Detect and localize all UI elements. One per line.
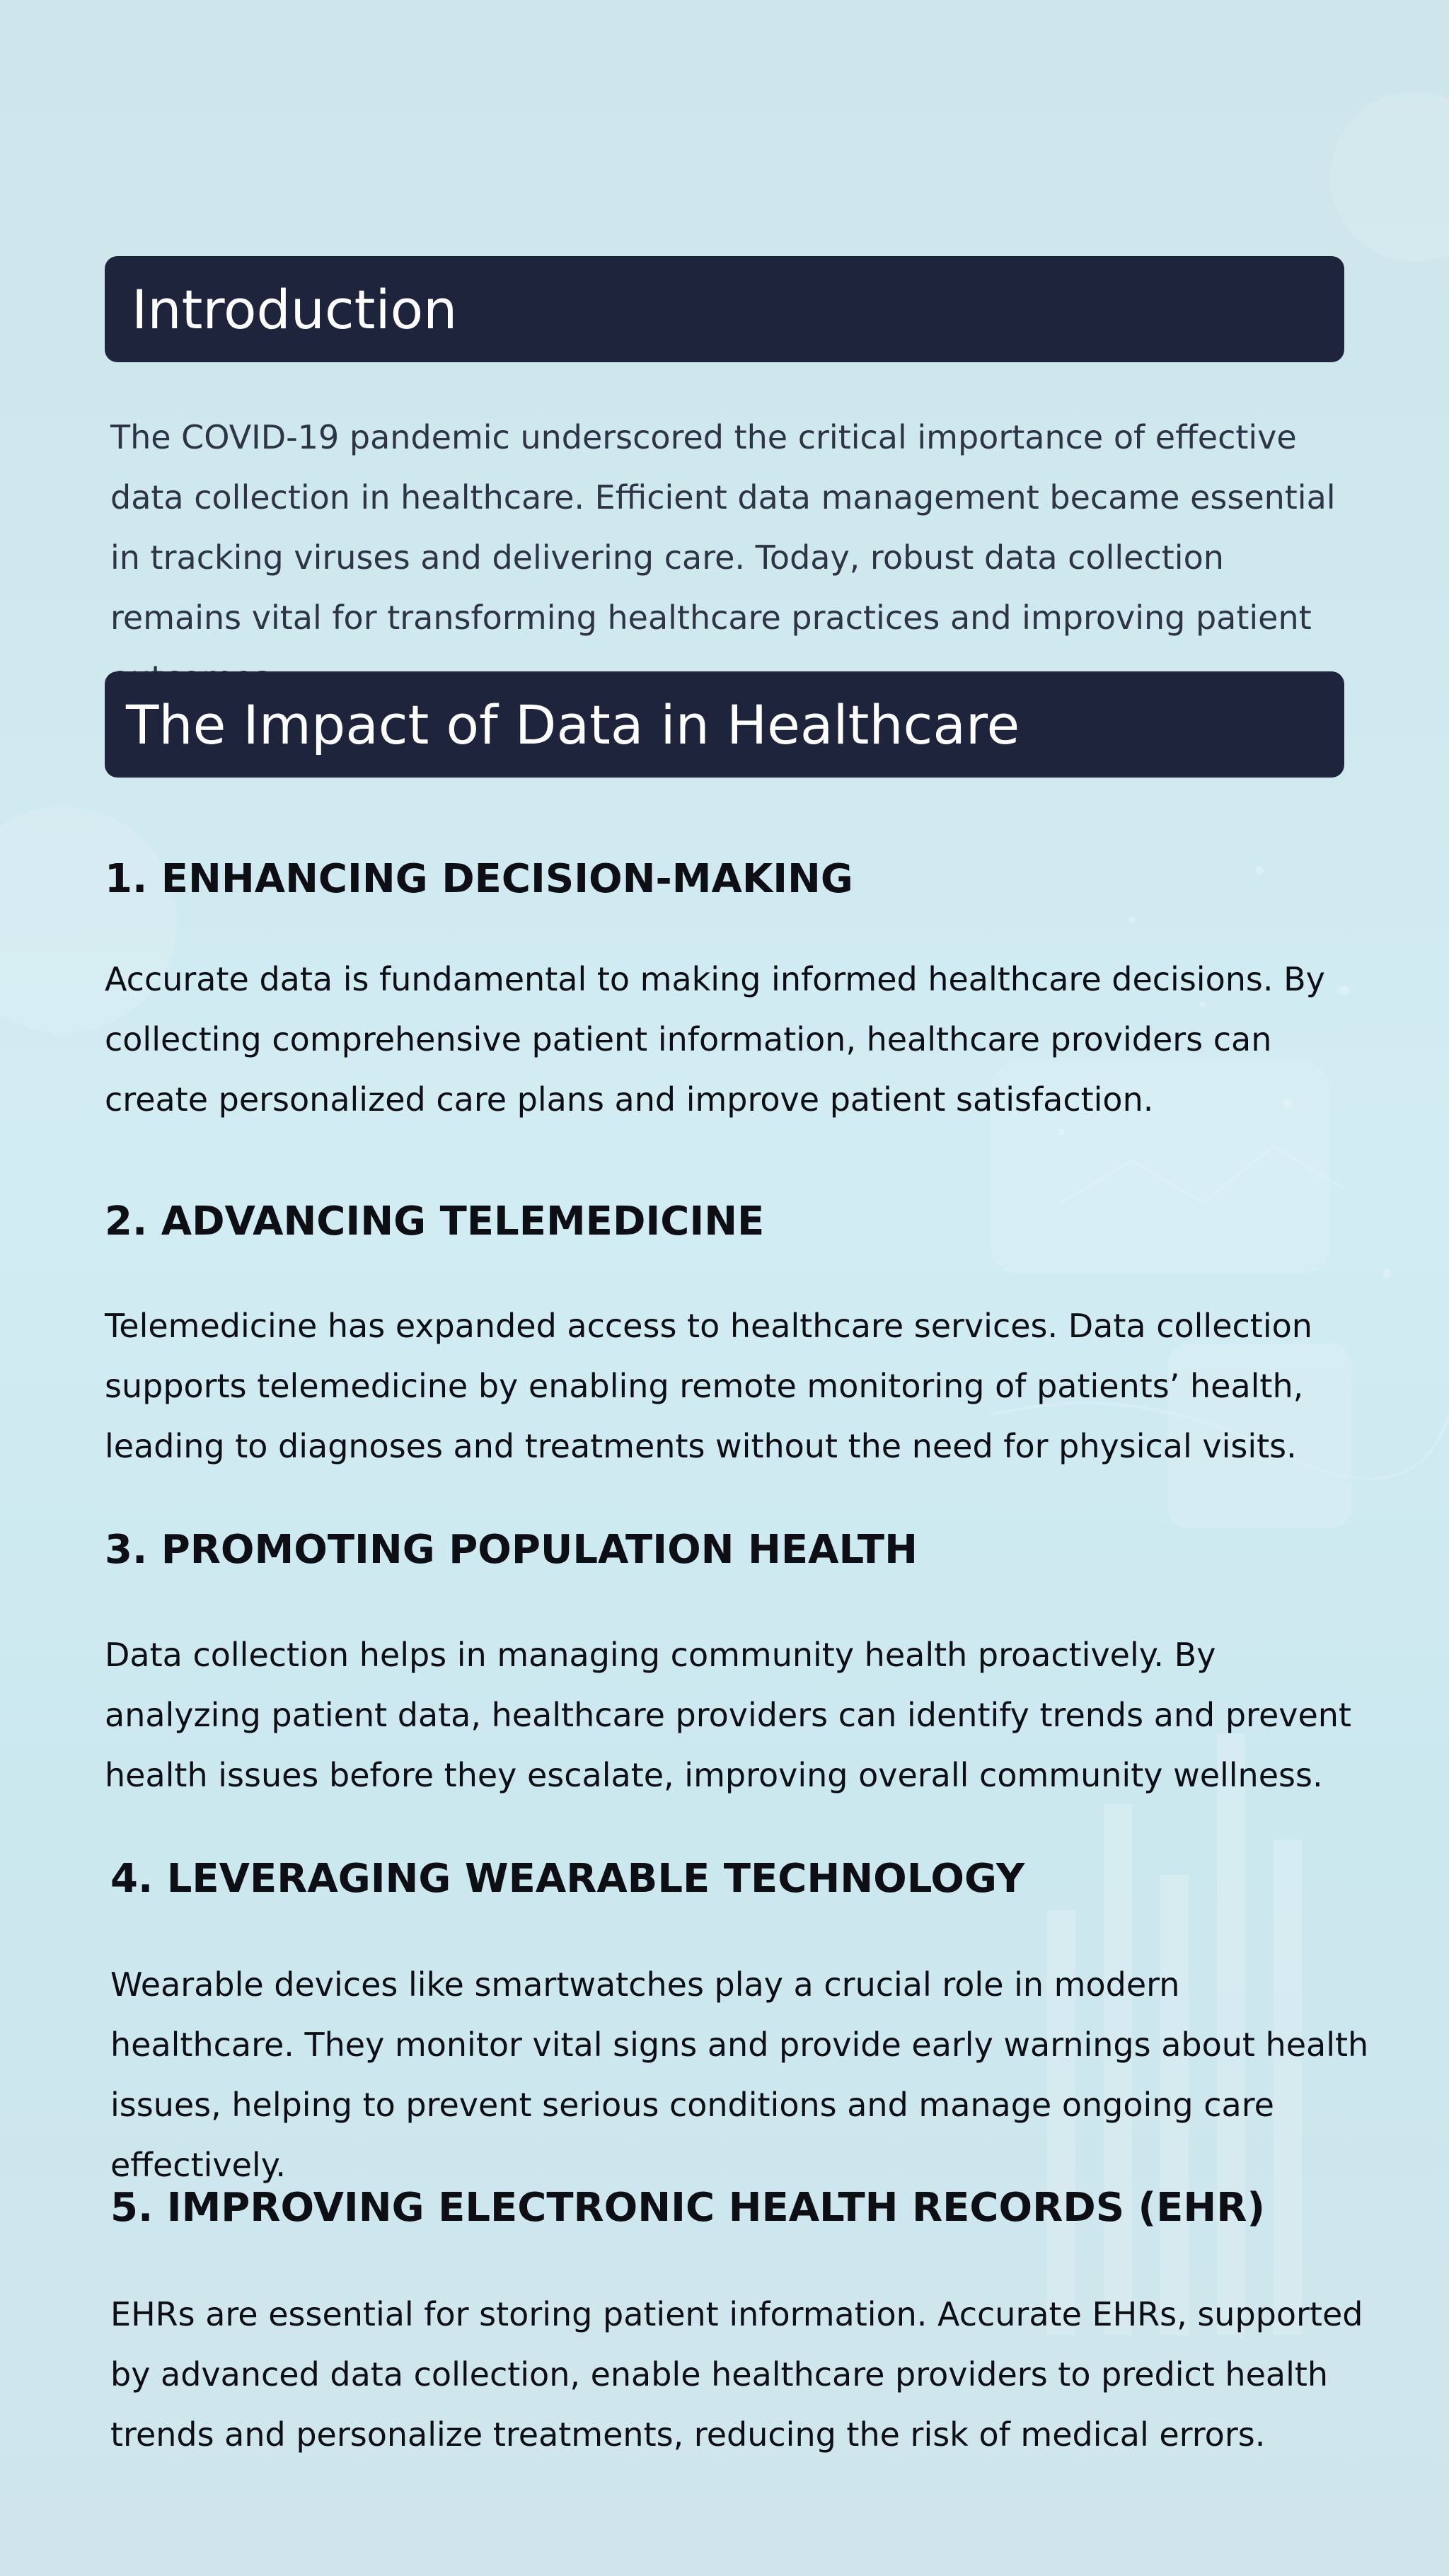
section-body-5: EHRs are essential for storing patient information. Accurate EHRs, supported by advanced data collection, enable healthcare providers to predict health trends and personalize treatments, reducing the risk of medical errors. [110,2295,1363,2454]
section-body-3: Data collection helps in managing community health proactively. By analyzing patient data, healthcare providers can identify trends and prevent health issues before they escalate, improving overall community wellness. [105,1636,1351,1794]
introduction-banner [105,256,1344,362]
impact-banner [105,671,1344,778]
section-heading-2: 2. ADVANCING TELEMEDICINE [105,1199,765,1244]
section-body-4: Wearable devices like smartwatches play a crucial role in modern healthcare. They monitor vital signs and provide early warnings about health issues, helping to prevent serious conditions and manage ongoing care effectively. [110,1965,1369,2184]
section-heading-4: 4. LEVERAGING WEARABLE TECHNOLOGY [110,1856,1025,1902]
section-body-2: Telemedicine has expanded access to healthcare services. Data collection supports telemedicine by enabling remote monitoring of patients’ health, leading to diagnoses and treatments without the need for physical visits. [105,1307,1312,1465]
section-heading-1: 1. ENHANCING DECISION-MAKING [105,856,853,902]
introduction-paragraph: The COVID-19 pandemic underscored the critical importance of effective data collection in healthcare. Efficient data management became essential in tracking viruses and delivering care. Today, robust data collection remains vital for transforming healthcare practices and improving patient [110,418,1336,637]
impact-title: The Impact of Data in Healthcare [126,693,1020,756]
section-body-1: Accurate data is fundamental to making informed healthcare decisions. By collecting comprehensive patient information, healthcare providers can create personalized care plans and improve patient satisfaction. [105,960,1325,1119]
section-heading-3: 3. PROMOTING POPULATION HEALTH [105,1527,918,1573]
section-heading-5: 5. IMPROVING ELECTRONIC HEALTH RECORDS (EHR) [110,2185,1265,2231]
introduction-title: Introduction [132,277,458,341]
